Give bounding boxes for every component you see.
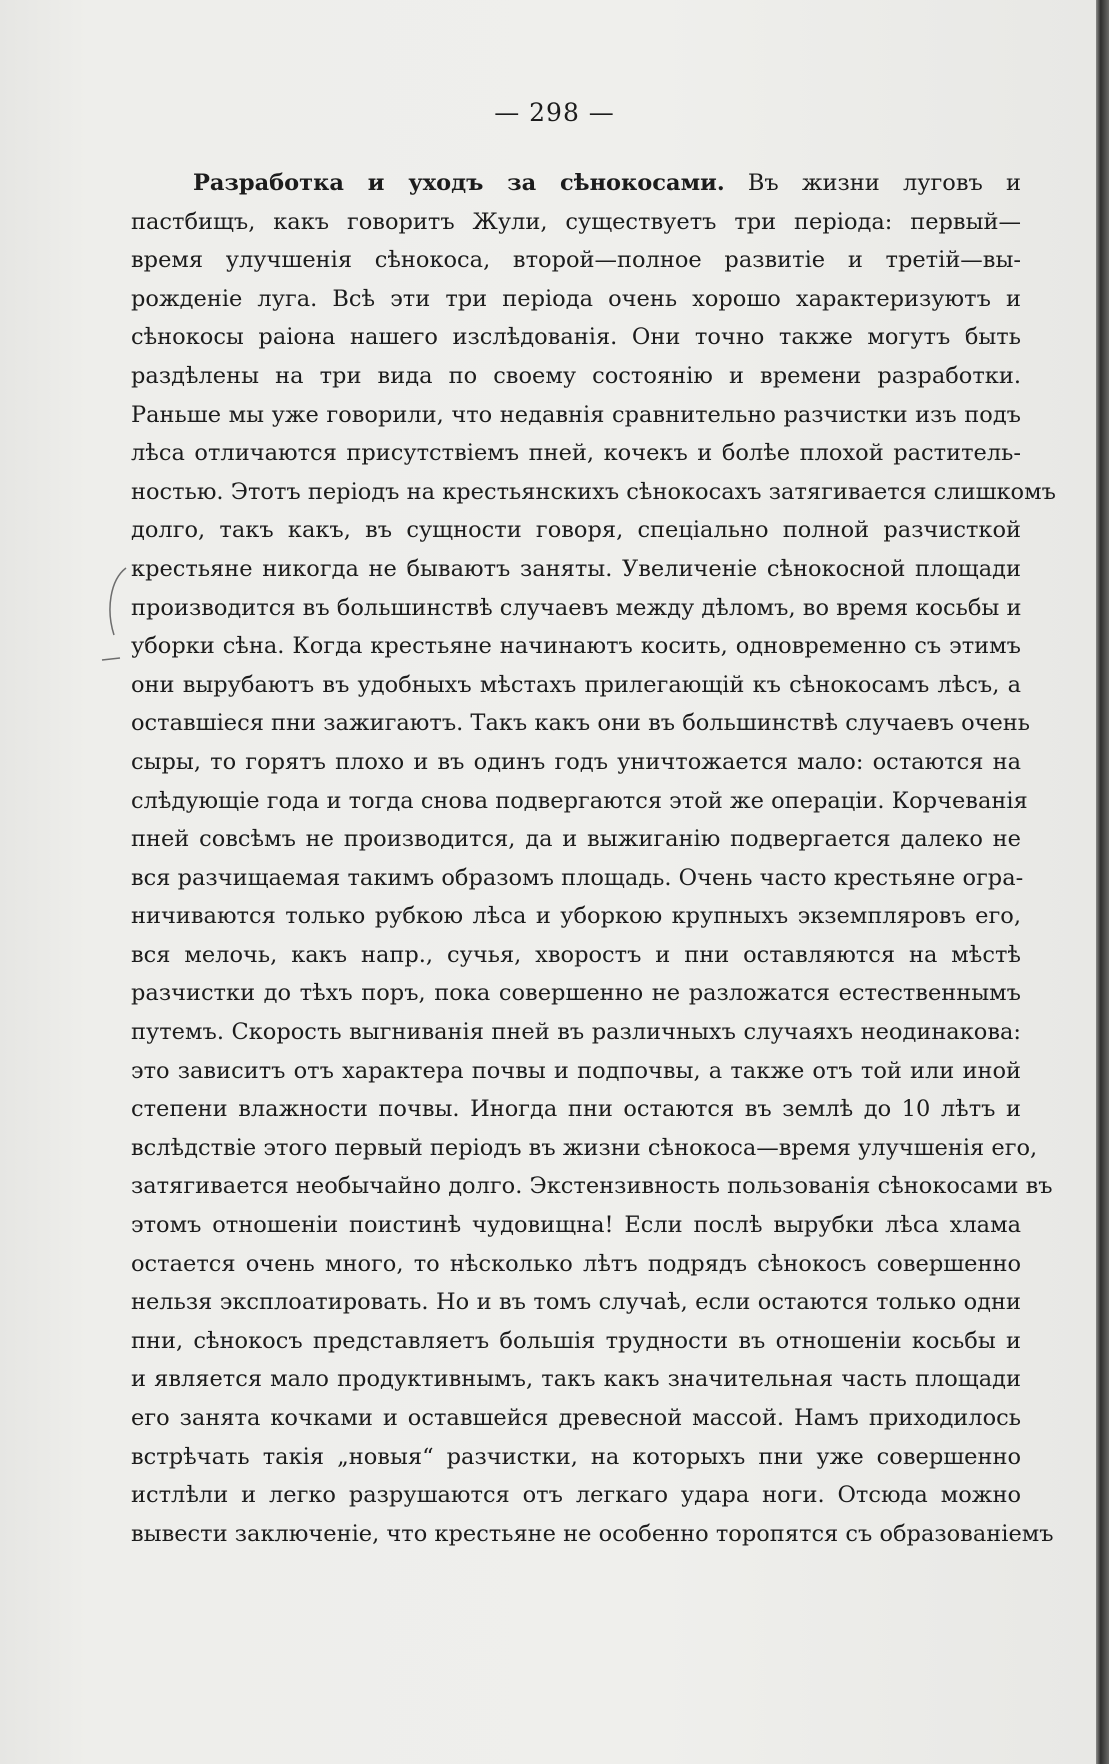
paragraph-line: разчистки до тѣхъ поръ, пока совершенно не разложатся естественнымъ	[131, 980, 1021, 1007]
page-binding-edge	[1096, 0, 1109, 1764]
paragraph-line-first	[131, 164, 1021, 203]
paragraph-line: пней совсѣмъ не производится, да и выжиганію подвергается далеко не	[131, 826, 1021, 853]
paragraph-line: раздѣлены на три вида по своему состоянію и времени разработки.	[131, 362, 1021, 389]
paragraph-line: вывести заключеніе, что крестьяне не особенно торопятся съ образованіемъ	[131, 1520, 1054, 1547]
paragraph-line: ностью. Этотъ періодъ на крестьянскихъ сѣнокосахъ затягивается слишкомъ	[131, 478, 1056, 505]
paragraph-line: сыры, то горятъ плохо и въ одинъ годъ уничтожается мало: остаются на	[131, 748, 1021, 775]
paragraph-line: степени влажности почвы. Иногда пни остаются въ землѣ до 10 лѣтъ и	[131, 1096, 1021, 1123]
paragraph-line: остается очень много, то нѣсколько лѣтъ подрядъ сѣнокосъ совершенно	[131, 1250, 1021, 1277]
paragraph-line: оставшіеся пни зажигаютъ. Такъ какъ они въ большинствѣ случаевъ очень	[131, 710, 1031, 737]
paragraph-line: затягивается необычайно долго. Экстензивность пользованія сѣнокосами въ	[131, 1173, 1053, 1200]
paragraph-line: этомъ отношеніи поистинѣ чудовищна! Если послѣ вырубки лѣса хлама	[131, 1212, 1021, 1239]
first-line-text: Въ жизни луговъ и	[747, 170, 1021, 196]
paragraph-line: пни, сѣнокосъ представляетъ большія трудности въ отношеніи косьбы и	[131, 1327, 1021, 1354]
section-lead-title: Разработка и уходъ за сѣнокосами.	[193, 170, 725, 196]
paragraph-line: время улучшенія сѣнокоса, второй—полное развитіе и третій—вы-	[131, 247, 1021, 274]
paragraph-line: его занята кочками и оставшейся древесной массой. Намъ приходилось	[131, 1405, 1021, 1431]
paragraph-line: рожденіе луга. Всѣ эти три періода очень хорошо характеризуютъ и	[131, 285, 1021, 312]
paragraph-line: крестьяне никогда не бываютъ заняты. Увеличеніе сѣнокосной площади	[131, 555, 1021, 582]
paragraph-line: уборки сѣна. Когда крестьяне начинаютъ косить, одновременно съ этимъ	[131, 633, 1021, 660]
paragraph	[131, 164, 1056, 1553]
paragraph-line: это зависитъ отъ характера почвы и подпочвы, а также отъ той или иной	[131, 1057, 1021, 1084]
paragraph-line: лѣса отличаются присутствіемъ пней, кочекъ и болѣе плохой раститель-	[131, 440, 1021, 467]
paragraph-line: они вырубаютъ въ удобныхъ мѣстахъ прилегающій къ сѣнокосамъ лѣсъ, а	[131, 671, 1021, 698]
paragraph-line: истлѣли и легко разрушаются отъ легкаго удара ноги. Отсюда можно	[131, 1482, 1021, 1509]
paragraph-line: вся мелочь, какъ напр., сучья, хворостъ и пни оставляются на мѣстѣ	[131, 941, 1021, 968]
paragraph-line: вся разчищаемая такимъ образомъ площадь. Очень часто крестьяне огра-	[131, 864, 1024, 891]
paragraph-line: производится въ большинствѣ случаевъ между дѣломъ, во время косьбы и	[131, 594, 1022, 621]
paragraph-line: нельзя эксплоатировать. Но и въ томъ случаѣ, если остаются только одни	[131, 1289, 1021, 1316]
paragraph-line: Раньше мы уже говорили, что недавнія сравнительно разчистки изъ подъ	[131, 401, 1021, 428]
paragraph-line: и является мало продуктивнымъ, такъ какъ значительная часть площади	[131, 1366, 1021, 1393]
paragraph-line: пастбищъ, какъ говоритъ Жули, существуетъ три періода: первый—	[131, 208, 1021, 235]
paragraph-line: долго, такъ какъ, въ сущности говоря, спеціально полной разчисткой	[131, 517, 1021, 544]
paragraph-line: вслѣдствіе этого первый періодъ въ жизни сѣнокоса—время улучшенія его,	[131, 1134, 1038, 1161]
paragraph-line: сѣнокосы раіона нашего изслѣдованія. Они точно также могутъ быть	[131, 324, 1021, 351]
margin-pencil-mark	[96, 560, 136, 670]
paragraph-line: ничиваются только рубкою лѣса и уборкою крупныхъ экземпляровъ его,	[131, 903, 1021, 930]
paragraph-line: слѣдующіе года и тогда снова подвергаются этой же операціи. Корчеванія	[131, 787, 1028, 814]
paragraph-line: путемъ. Скорость выгниванія пней въ различныхъ случаяхъ неодинакова:	[131, 1019, 1021, 1046]
page-number: — 298 —	[494, 98, 615, 127]
paragraph-line: встрѣчать такія „новыя“ разчистки, на которыхъ пни уже совершенно	[131, 1443, 1021, 1470]
